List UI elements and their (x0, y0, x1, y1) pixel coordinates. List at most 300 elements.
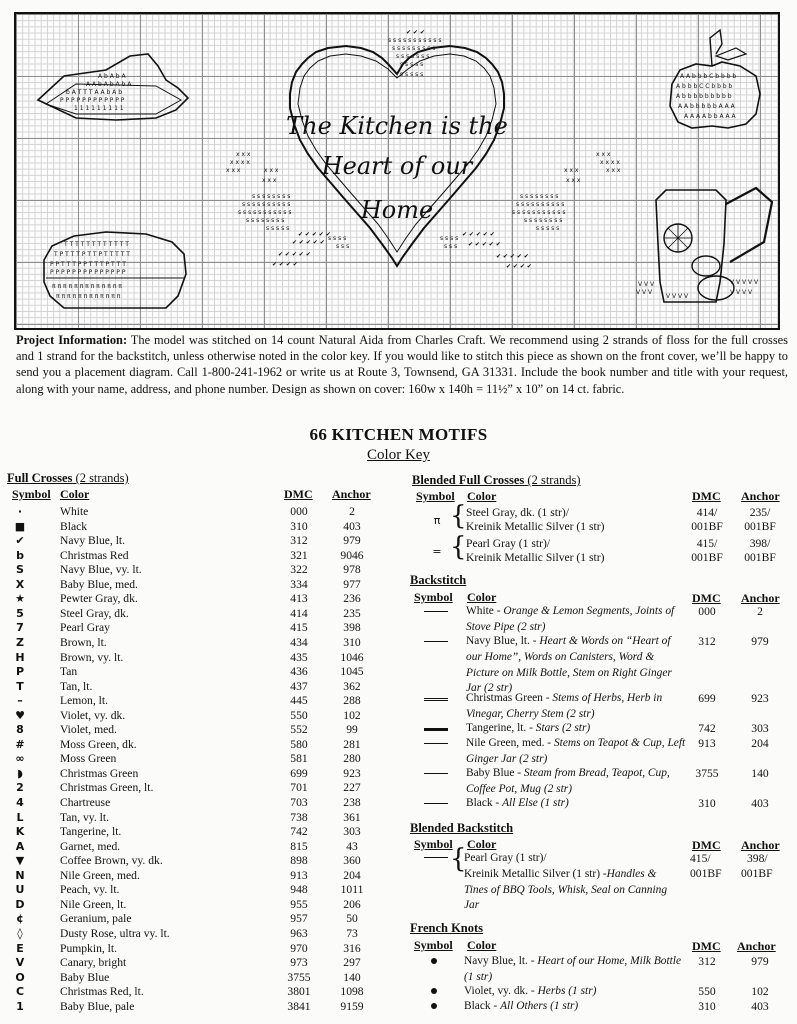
blended-full-color-header: Color (467, 489, 497, 503)
backstitch-description: Nile Green, med. - Stems on Teapot & Cup, Left Ginger Jar (2 str) (466, 737, 686, 765)
stitch-usage: All Else (1 str) (502, 797, 569, 809)
blended-back-line2: Kreinik Metallic Silver (1 str) - (464, 867, 607, 880)
blended-back-line-symbol (424, 857, 448, 858)
dmc-number: 973 (290, 956, 308, 970)
anchor-number: 979 (343, 534, 361, 548)
stitch-usage: Orange & Lemon Segments, Joints of Stove Pipe (2 str) (466, 605, 675, 633)
blended-back-color-header: Color (467, 837, 497, 851)
svg-text:s s s s s s s s s s s: s s s s s s s s s s s (238, 209, 292, 216)
color-name: Christmas Red (60, 548, 129, 562)
symbol-glyph: V (15, 956, 25, 970)
anchor-number: 398 (343, 621, 361, 635)
symbol-glyph: T (16, 679, 24, 693)
svg-text:V V V V: V V V V (666, 293, 689, 300)
svg-text:x x x: x x x (564, 167, 579, 174)
color-name: Chartreuse (60, 796, 111, 809)
dmc-number: 3755 (287, 970, 311, 984)
dmc-number: 312 (698, 635, 716, 648)
symbol-glyph: S (16, 563, 24, 577)
svg-text:1 1 1 1 1 1 1 1 1: 1 1 1 1 1 1 1 1 1 (74, 105, 124, 112)
anchor-number: 235 (343, 606, 361, 620)
anchor-number: 2 (757, 605, 763, 618)
stitch-usage: Steam from Bread, Teapot, Cup, Coffee Pot, Mug (2 str) (466, 767, 670, 795)
bread-motif (44, 232, 186, 308)
anchor-number: 280 (343, 752, 361, 766)
french-dmc-header: DMC (692, 939, 721, 953)
symbol-glyph: ◊ (17, 926, 23, 940)
dmc-number: 000 (698, 605, 716, 618)
symbol-glyph: X (15, 577, 25, 591)
color-name: Violet, med. (60, 723, 117, 737)
svg-text:x x x: x x x (264, 167, 279, 174)
stitch-usage: Heart of our Home, Milk Bottle (1 str) (464, 955, 682, 983)
backstitch-description: Black - All Else (1 str) (466, 797, 569, 809)
backstitch-line-symbol (424, 743, 448, 744)
symbol-glyph: A (15, 839, 25, 853)
dmc-number: 955 (290, 897, 308, 911)
anchor-number: 361 (343, 810, 361, 824)
color-name: Navy Blue, lt. (60, 534, 126, 548)
blended-back-symbol-header: Symbol (414, 837, 453, 851)
anchor-number: 50 (346, 912, 358, 926)
color-name: Violet, vy. dk. (60, 708, 126, 722)
svg-text:V V V: V V V (636, 289, 653, 296)
thread-color: Black (464, 1000, 491, 1012)
anchor-number: 297 (343, 956, 361, 970)
anchor-number: 281 (343, 737, 361, 751)
backstitch-line-symbol (424, 773, 448, 774)
color-name: Navy Blue, vy. lt. (60, 563, 142, 577)
dmc-number: 3801 (287, 985, 311, 999)
svg-text:A A A A b b A A A: A A A A b b A A A (684, 113, 736, 120)
dmc-number: 436 (290, 665, 308, 679)
backstitch-description: Navy Blue, lt. - Heart & Words on “Heart of our Home”, Words on Canisters, Word & Picture on Milk Bottle, Stem on Right Ginger Jar (2 str) (466, 635, 672, 695)
color-name: Baby Blue, pale (60, 999, 135, 1013)
french-knot-description: Navy Blue, lt. - Heart of our Home, Milk Bottle (1 str) (464, 955, 682, 983)
svg-text:x x x: x x x (606, 167, 621, 174)
anchor-line-1: 235/ (749, 506, 771, 519)
color-name: Tan, lt. (60, 679, 93, 693)
svg-text:A A b b b C b b b b: A A b b b C b b b b (680, 73, 737, 80)
backstitch-dmc-header: DMC (692, 591, 721, 605)
dmc-number: 552 (290, 723, 308, 737)
french-knots-title: French Knots (410, 921, 484, 935)
color-name: Geranium, pale (60, 912, 132, 926)
anchor-number: 227 (343, 781, 361, 795)
full-crosses-dmc-header: DMC (284, 487, 313, 501)
svg-text:s s s s s s s s s: s s s s s s s s s (392, 45, 436, 52)
dmc-number: 437 (290, 679, 308, 693)
symbol-glyph: ▼ (15, 854, 25, 868)
dmc-line-2: 001BF (691, 551, 723, 564)
svg-text:s s s s s: s s s s s (400, 71, 424, 78)
color-name: Brown, vy. lt. (60, 650, 124, 664)
symbol-glyph: D (15, 897, 25, 911)
anchor-number: 99 (346, 723, 358, 737)
dmc-number: 312 (290, 534, 308, 548)
color-name: Moss Green (60, 752, 117, 766)
svg-text:s s s s s s s: s s s s s s s (396, 53, 430, 60)
backstitch-line-symbol (424, 698, 448, 703)
dmc-line-1: 414/ (696, 506, 718, 519)
french-symbol-header: Symbol (414, 938, 453, 952)
dmc-number: 699 (698, 692, 716, 705)
backstitch-description: Baby Blue - Steam from Bread, Teapot, Cup, Coffee Pot, Mug (2 str) (466, 767, 670, 795)
backstitch-anchor-header: Anchor (741, 591, 780, 605)
dmc-number: 310 (698, 797, 716, 810)
symbol-glyph: P (15, 665, 25, 679)
symbol-glyph: – (17, 694, 23, 708)
project-label: Project Information: (16, 333, 128, 347)
symbol-glyph: ★ (15, 592, 25, 606)
dmc-number: 738 (290, 810, 308, 824)
anchor-number: 43 (346, 839, 358, 853)
backstitch-line-symbol (424, 611, 448, 612)
thread-color: Violet, vy. dk. (464, 985, 529, 997)
svg-text:✔ ✔ ✔ ✔: ✔ ✔ ✔ ✔ (272, 261, 298, 268)
dmc-number: 415 (290, 621, 308, 635)
svg-text:s s s s s: s s s s s (536, 225, 560, 232)
svg-text:V V V: V V V (638, 281, 655, 288)
dmc-number: 580 (290, 737, 308, 751)
anchor-number: 204 (751, 737, 769, 750)
anchor-number: 403 (751, 797, 769, 810)
svg-text:✔ ✔ ✔ ✔: ✔ ✔ ✔ ✔ (506, 263, 532, 270)
full-crosses-anchor-header: Anchor (332, 487, 371, 501)
anchor-number: 303 (751, 722, 769, 735)
symbol-glyph: π (433, 514, 441, 527)
symbol-glyph: # (15, 737, 25, 751)
color-name: Nile Green, med. (60, 868, 140, 882)
pitcher-motif (636, 188, 772, 302)
anchor-number: 1045 (340, 665, 364, 679)
color-line-1: Steel Gray, dk. (1 str)/ (466, 506, 569, 519)
brace: { (450, 501, 467, 531)
chart-line-2: Heart of our (321, 152, 473, 180)
anchor-number: 316 (343, 941, 361, 955)
color-name: Christmas Green (60, 766, 139, 780)
anchor-line-2: 001BF (744, 551, 776, 564)
stitch-usage: Heart & Words on “Heart of our Home”, Words on Canisters, Word & Picture on Milk Bottle, Stem on Right Ginger Jar (2 str) (466, 635, 672, 695)
symbol-glyph: ✔ (15, 534, 25, 548)
backstitch-title: Backstitch (410, 573, 467, 587)
dmc-number: 963 (290, 926, 308, 940)
blended-full-heading (412, 473, 581, 488)
chart-line-3: Home (360, 196, 434, 224)
anchor-line-1: 398/ (749, 537, 771, 550)
dmc-number: 435 (290, 650, 308, 664)
svg-text:A b b b C C b b b b: A b b b C C b b b b (676, 83, 733, 90)
anchor-number: 979 (751, 955, 769, 968)
svg-text:P P P P P P P P P P P P P P: P P P P P P P P P P P P P P (50, 269, 126, 276)
french-color-header: Color (467, 938, 497, 952)
symbol-glyph: E (16, 941, 24, 955)
anchor-number: 102 (751, 985, 769, 998)
symbol-glyph: N (15, 868, 25, 882)
svg-text:s s s: s s s (336, 243, 350, 250)
color-name: Coffee Brown, vy. dk. (60, 854, 163, 868)
anchor-number: 9046 (340, 548, 364, 562)
blended-back-description (464, 851, 679, 914)
dmc-number: 445 (290, 694, 308, 708)
thread-color: Navy Blue, lt. (466, 635, 530, 647)
color-name: Lemon, lt. (60, 694, 108, 708)
page-title: 66 KITCHEN MOTIFS (309, 425, 488, 444)
anchor-number: 2 (349, 505, 355, 518)
dmc-number: 000 (290, 505, 308, 518)
blended-full-anchor-header: Anchor (741, 489, 780, 503)
full-crosses-color-header: Color (60, 487, 90, 501)
symbol-glyph: b (16, 548, 24, 562)
stitch-usage: Herbs (1 str) (537, 985, 597, 997)
color-name: Peach, vy. lt. (60, 883, 120, 897)
anchor-number: 238 (343, 796, 361, 809)
color-name: Pumpkin, lt. (60, 941, 118, 955)
svg-text:A b b b b b b b b b: A b b b b b b b b b (676, 93, 732, 100)
symbol-glyph: K (15, 825, 25, 839)
symbol-glyph: · (17, 505, 23, 518)
dmc-number: 898 (290, 854, 308, 868)
blended-back-brace: { (450, 844, 467, 874)
symbol-glyph: ♥ (15, 708, 25, 722)
color-name: Moss Green, dk. (60, 737, 137, 751)
color-name: Christmas Red, lt. (60, 985, 144, 999)
backstitch-line-symbol (424, 803, 448, 804)
stitch-usage: Stars (2 str) (535, 722, 591, 734)
thread-color: Baby Blue (466, 767, 515, 779)
dmc-number: 321 (290, 548, 308, 562)
dmc-number: 3755 (695, 767, 719, 780)
french-knot-description: Violet, vy. dk. - Herbs (1 str) (464, 985, 597, 997)
dmc-number: 957 (290, 912, 308, 926)
color-name: Dusty Rose, ultra vy. lt. (60, 926, 170, 940)
blended-back-detail: Handles & Tines of BBQ Tools, Whisk, Seal on Canning Jar (464, 867, 668, 912)
anchor-number: 923 (751, 692, 769, 705)
anchor-number: 1011 (340, 883, 364, 897)
blended-full-symbol-header: Symbol (416, 489, 455, 503)
color-name: Pearl Gray (60, 621, 110, 635)
svg-text:P P P P P P P P P P P P: P P P P P P P P P P P P (60, 97, 125, 104)
pie-slice-motif (38, 54, 188, 120)
full-crosses-heading (7, 471, 129, 486)
anchor-number: 977 (343, 577, 361, 591)
dmc-number: 699 (290, 766, 308, 780)
color-line-1: Pearl Gray (1 str)/ (466, 537, 551, 550)
thread-color: Black (466, 797, 493, 809)
stitch-usage: All Others (1 str) (500, 1000, 579, 1012)
color-name: Steel Gray, dk. (60, 606, 129, 620)
dmc-number: 815 (290, 839, 308, 853)
backstitch-line-symbol (424, 728, 448, 731)
anchor-number: 140 (751, 767, 769, 780)
stitch-usage: Stems of Herbs, Herb in Vinegar, Cherry Stem (2 str) (466, 692, 663, 720)
dmc-number: 913 (698, 737, 716, 750)
dmc-line-2: 001BF (691, 520, 723, 533)
svg-text:s s s s s s s s: s s s s s s s s (252, 193, 291, 200)
svg-text:s s s s s s s s s s s: s s s s s s s s s s s (512, 209, 566, 216)
symbol-glyph: ¢ (16, 912, 24, 926)
blended-back-anchor2: 001BF (741, 867, 773, 880)
full-crosses-title: Full Crosses (7, 471, 73, 485)
svg-text:x x x x: x x x x (600, 159, 620, 166)
french-knot-dot-icon (431, 958, 437, 964)
dmc-number: 701 (290, 781, 308, 795)
color-name: Pewter Gray, dk. (60, 592, 138, 606)
symbol-glyph: ∞ (15, 752, 25, 766)
color-name: Baby Blue, med. (60, 577, 138, 591)
dmc-number: 434 (290, 635, 308, 649)
blended-back-dmc2: 001BF (690, 867, 722, 880)
anchor-number: 206 (343, 897, 361, 911)
svg-text:b A T T T A A b A b: b A T T T A A b A b (66, 89, 123, 96)
svg-text:s s s s s s s s: s s s s s s s s (520, 193, 559, 200)
french-knot-dot-icon (431, 988, 437, 994)
color-name: Tan, vy. lt. (60, 810, 109, 824)
svg-text:s s s s s s s s s s: s s s s s s s s s s (242, 201, 291, 208)
anchor-number: 362 (343, 679, 361, 693)
anchor-number: 923 (343, 766, 361, 780)
color-name: Canary, bright (60, 956, 127, 970)
color-name: Nile Green, lt. (60, 897, 127, 911)
dmc-number: 970 (290, 941, 308, 955)
dmc-number: 550 (290, 708, 308, 722)
svg-text:s s s s s s s s s s: s s s s s s s s s s (516, 201, 565, 208)
svg-text:x x x: x x x (262, 177, 277, 184)
svg-text:✔ ✔ ✔: ✔ ✔ ✔ (406, 29, 425, 36)
symbol-glyph: O (15, 970, 25, 984)
symbol-glyph: 4 (16, 796, 24, 809)
dmc-number: 948 (290, 883, 308, 897)
color-key-title: Color Key (367, 447, 430, 463)
svg-text:s s s s s: s s s s s (266, 225, 290, 232)
dmc-number: 414 (290, 606, 308, 620)
dmc-number: 312 (698, 955, 716, 968)
svg-text:✔ ✔ ✔ ✔ ✔: ✔ ✔ ✔ ✔ ✔ (462, 231, 495, 238)
svg-text:s s s s s s s s s s s: s s s s s s s s s s s (388, 37, 442, 44)
color-name: Christmas Green, lt. (60, 781, 154, 795)
blended-back-line1: Pearl Gray (1 str)/ (464, 852, 547, 864)
top-leaf-motif (388, 29, 441, 78)
anchor-number: 303 (343, 825, 361, 839)
svg-text:A b A b A: A b A b A (98, 73, 126, 80)
svg-text:s s s s: s s s s (328, 235, 347, 242)
full-crosses-note: (2 strands) (75, 471, 129, 485)
symbol-glyph: 5 (16, 606, 24, 620)
symbol-glyph: 8 (16, 723, 24, 737)
svg-text:✔ ✔ ✔ ✔ ✔: ✔ ✔ ✔ ✔ ✔ (468, 241, 501, 248)
anchor-number: 1098 (340, 985, 364, 999)
dmc-number: 913 (290, 868, 308, 882)
blended-back-anchor1: 398/ (747, 852, 768, 865)
anchor-number: 102 (343, 708, 361, 722)
stitch-usage: Stems on Teapot & Cup, Left Ginger Jar (2 str) (466, 737, 686, 765)
dmc-number: 581 (290, 752, 308, 766)
symbol-glyph: ■ (14, 519, 26, 533)
svg-text:s s s s s s s s: s s s s s s s s (246, 217, 285, 224)
backstitch-color-header: Color (467, 590, 497, 604)
chart-line-1: The Kitchen is the (286, 112, 508, 140)
project-information (16, 332, 788, 397)
anchor-number: 73 (346, 926, 358, 940)
svg-text:s s s s s: s s s s s (400, 61, 424, 68)
french-knot-dot-icon (431, 1003, 437, 1009)
full-crosses-symbol-header: Symbol (12, 487, 51, 501)
svg-text:x x x: x x x (566, 177, 581, 184)
color-name: Tangerine, lt. (60, 825, 122, 839)
symbol-glyph: 7 (16, 621, 24, 635)
backstitch-description: Christmas Green - Stems of Herbs, Herb in Vinegar, Cherry Stem (2 str) (466, 692, 663, 720)
symbol-glyph: 2 (16, 781, 24, 795)
svg-text:V V V V V: V V V V V (730, 279, 759, 286)
dmc-number: 742 (290, 825, 308, 839)
dmc-number: 3841 (287, 999, 311, 1013)
blended-back-title: Blended Backstitch (410, 821, 514, 835)
svg-text:s s s s: s s s s (440, 235, 459, 242)
anchor-number: 288 (343, 694, 361, 708)
dmc-number: 334 (290, 577, 308, 591)
anchor-number: 403 (343, 519, 361, 533)
symbol-glyph: 1 (16, 999, 24, 1013)
thread-color: Navy Blue, lt. (464, 955, 528, 967)
svg-text:π π π π π π π π π π π π π: π π π π π π π π π π π π π (52, 283, 122, 290)
cross-stitch-chart (14, 12, 780, 330)
color-name: Brown, lt. (60, 635, 107, 649)
backstitch-symbol-header: Symbol (414, 590, 453, 604)
svg-text:x x x: x x x (596, 151, 611, 158)
svg-text:✔ ✔ ✔ ✔ ✔: ✔ ✔ ✔ ✔ ✔ (496, 253, 529, 260)
svg-text:x x x x: x x x x (230, 159, 250, 166)
svg-text:s s s s s s s s: s s s s s s s s (524, 217, 563, 224)
thread-color: Nile Green, med. (466, 737, 545, 749)
symbol-glyph: L (16, 810, 24, 824)
blended-back-dmc-header: DMC (692, 838, 721, 852)
svg-text:π π π π π π π π π π π π: π π π π π π π π π π π π (56, 293, 121, 300)
anchor-number: 236 (343, 592, 361, 606)
color-name: Baby Blue (60, 970, 110, 984)
french-anchor-header: Anchor (737, 939, 776, 953)
svg-text:P P T T T P P T T T P T T T: P P T T T P P T T T P T T T (50, 261, 126, 268)
backstitch-line-symbol (424, 641, 448, 642)
svg-text:✔ ✔ ✔ ✔ ✔: ✔ ✔ ✔ ✔ ✔ (292, 239, 325, 246)
svg-text:s s s: s s s (444, 243, 458, 250)
dmc-number: 310 (698, 1000, 716, 1013)
blended-full-note: (2 strands) (527, 473, 581, 487)
dmc-number: 413 (290, 592, 308, 606)
thread-color: Tangerine, lt. (466, 722, 527, 734)
symbol-glyph: H (15, 650, 25, 664)
project-text: The model was stitched on 14 count Natural Aida from Charles Craft. We recommend using 2 strands of floss for the full crosses and 1 strand for the backstitch, unless otherwise noted in the color key. If you would like to stitch this piece as shown on the front cover, we’ll be happy to send you a placement diagram. Call 1-800-241-1962 or write us at Route 3, Townsend, GA 31331. Include the book number and title with your request, along with your name, address, and phone number. Design as shown on cover: 160w x 140h = 11½” x 10” on 14 ct. fabric. (16, 333, 788, 396)
apple-motif (670, 30, 760, 128)
svg-text:A A b A b A b A: A A b A b A b A (86, 81, 132, 88)
anchor-number: 204 (343, 868, 361, 882)
anchor-number: 360 (343, 854, 361, 868)
dmc-line-1: 415/ (696, 537, 718, 550)
dmc-number: 322 (290, 563, 308, 577)
french-knot-description: Black - All Others (1 str) (464, 1000, 579, 1012)
thread-color: White (466, 605, 494, 617)
dmc-number: 703 (290, 796, 308, 809)
color-name: White (60, 505, 89, 518)
color-line-2: Kreinik Metallic Silver (1 str) (466, 520, 605, 533)
dmc-number: 550 (698, 985, 716, 998)
anchor-number: 140 (343, 970, 361, 984)
svg-text:T T T T T T T T T T T T: T T T T T T T T T T T T (64, 241, 129, 248)
svg-text:A A b b b b b A A A: A A b b b b b A A A (678, 103, 735, 110)
svg-text:V V V V: V V V V (730, 289, 753, 296)
svg-text:x x x: x x x (236, 151, 251, 158)
backstitch-description: Tangerine, lt. - Stars (2 str) (466, 722, 591, 734)
dmc-number: 310 (290, 519, 308, 533)
